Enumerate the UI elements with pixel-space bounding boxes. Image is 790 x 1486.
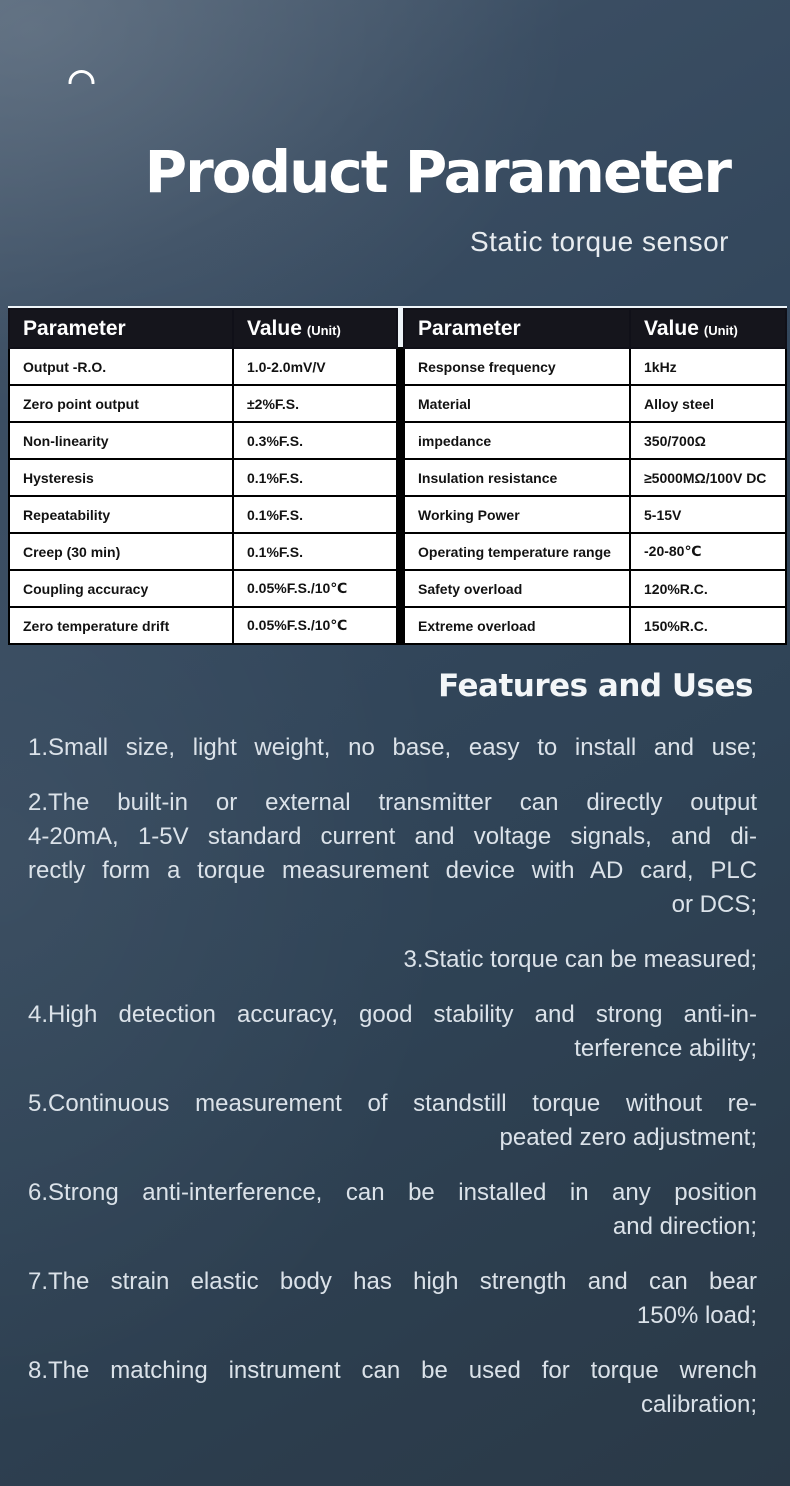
spec-value-cell: 0.1%F.S.: [233, 533, 397, 570]
spec-param-cell: Material: [404, 385, 630, 422]
spec-table-left: [8, 308, 398, 645]
spec-value-cell: ≥5000MΩ/100V DC: [630, 459, 786, 496]
spec-value-cell: 5-15V: [630, 496, 786, 533]
spec-row: [404, 459, 786, 496]
spec-param-cell: Output -R.O.: [9, 348, 233, 385]
param-column-header: Parameter: [404, 309, 630, 348]
spec-row: [9, 496, 397, 533]
spec-param-cell: Working Power: [404, 496, 630, 533]
features-list: [28, 731, 757, 1443]
spec-row: [404, 422, 786, 459]
spec-value-cell: 0.1%F.S.: [233, 496, 397, 533]
feature-line: 2.The built-in or external transmitter can directly output: [28, 789, 757, 816]
features-heading: Features and Uses: [438, 668, 753, 704]
value-column-header: [630, 309, 786, 348]
feature-item-8: [28, 1354, 757, 1422]
spec-param-cell: Zero temperature drift: [9, 607, 233, 644]
feature-line: peated zero adjustment;: [499, 1124, 757, 1151]
spec-value-cell: 350/700Ω: [630, 422, 786, 459]
spec-table-right: [403, 308, 787, 645]
spec-row: [9, 348, 397, 385]
spec-row: [404, 533, 786, 570]
feature-line: and direction;: [612, 1213, 757, 1240]
spec-value-cell: 120%R.C.: [630, 570, 786, 607]
spec-value-cell: 1kHz: [630, 348, 786, 385]
unit-label: (Unit): [306, 322, 341, 338]
spec-param-cell: Zero point output: [9, 385, 233, 422]
page-subtitle: Static torque sensor: [469, 226, 729, 257]
spec-row: [404, 607, 786, 644]
spec-row: [9, 422, 397, 459]
spec-param-cell: Creep (30 min): [9, 533, 233, 570]
spec-row: [404, 348, 786, 385]
feature-line: terference ability;: [574, 1035, 757, 1062]
spec-param-cell: Safety overload: [404, 570, 630, 607]
spec-value-cell: 1.0-2.0mV/V: [233, 348, 397, 385]
spec-table-left-header-row: [9, 309, 397, 348]
feature-line: 7.The strain elastic body has high strength and can bear: [28, 1268, 757, 1295]
spec-param-cell: Hysteresis: [9, 459, 233, 496]
spec-row: [9, 459, 397, 496]
spec-row: [9, 533, 397, 570]
feature-line: 150% load;: [636, 1302, 757, 1329]
page-title: Product Parameter: [144, 138, 730, 206]
spec-param-cell: impedance: [404, 422, 630, 459]
spec-tables: [8, 306, 787, 645]
spec-value-cell: 150%R.C.: [630, 607, 786, 644]
feature-item-1: [28, 731, 757, 765]
feature-line: 5.Continuous measurement of standstill torque without re-: [28, 1090, 757, 1117]
spec-value-cell: 0.05%F.S./10℃: [233, 570, 397, 607]
spec-row: [404, 570, 786, 607]
value-label: Value: [247, 316, 302, 340]
spec-param-cell: Insulation resistance: [404, 459, 630, 496]
spec-param-cell: Response frequency: [404, 348, 630, 385]
spec-row: [9, 607, 397, 644]
feature-line: 8.The matching instrument can be used for torque wrench: [28, 1357, 757, 1384]
feature-item-7: [28, 1265, 757, 1333]
feature-line: 4-20mA, 1-5V standard current and voltage signals, and di-: [28, 823, 757, 850]
spec-param-cell: Extreme overload: [404, 607, 630, 644]
value-label: Value: [644, 316, 699, 340]
spec-value-cell: Alloy steel: [630, 385, 786, 422]
spec-row: [404, 385, 786, 422]
feature-item-4: [28, 998, 757, 1066]
feature-line: rectly form a torque measurement device with AD card, PLC: [28, 857, 757, 884]
spec-value-cell: 0.3%F.S.: [233, 422, 397, 459]
spec-param-cell: Repeatability: [9, 496, 233, 533]
feature-item-6: [28, 1176, 757, 1244]
feature-line: 6.Strong anti-interference, can be installed in any position: [28, 1179, 757, 1206]
spec-value-cell: 0.05%F.S./10℃: [233, 607, 397, 644]
feature-line: or DCS;: [671, 891, 757, 918]
feature-item-5: [28, 1087, 757, 1155]
spec-value-cell: -20-80℃: [630, 533, 786, 570]
feature-line: 3.Static torque can be measured;: [403, 946, 757, 973]
spec-value-cell: 0.1%F.S.: [233, 459, 397, 496]
spec-row: [9, 570, 397, 607]
feature-item-2: [28, 786, 757, 922]
spec-row: [404, 496, 786, 533]
feature-item-3: [28, 943, 757, 977]
feature-line: calibration;: [640, 1391, 757, 1418]
spec-param-cell: Coupling accuracy: [9, 570, 233, 607]
feature-line: 1.Small size, light weight, no base, easy to install and use;: [28, 734, 757, 761]
param-column-header: Parameter: [9, 309, 233, 348]
spec-value-cell: ±2%F.S.: [233, 385, 397, 422]
spec-param-cell: Operating temperature range: [404, 533, 630, 570]
decorative-arc-icon: [68, 67, 95, 84]
value-column-header: [233, 309, 397, 348]
feature-line: 4.High detection accuracy, good stability and strong anti-in-: [28, 1001, 757, 1028]
spec-table-right-header-row: [404, 309, 786, 348]
unit-label: (Unit): [703, 322, 738, 338]
spec-row: [9, 385, 397, 422]
spec-param-cell: Non-linearity: [9, 422, 233, 459]
